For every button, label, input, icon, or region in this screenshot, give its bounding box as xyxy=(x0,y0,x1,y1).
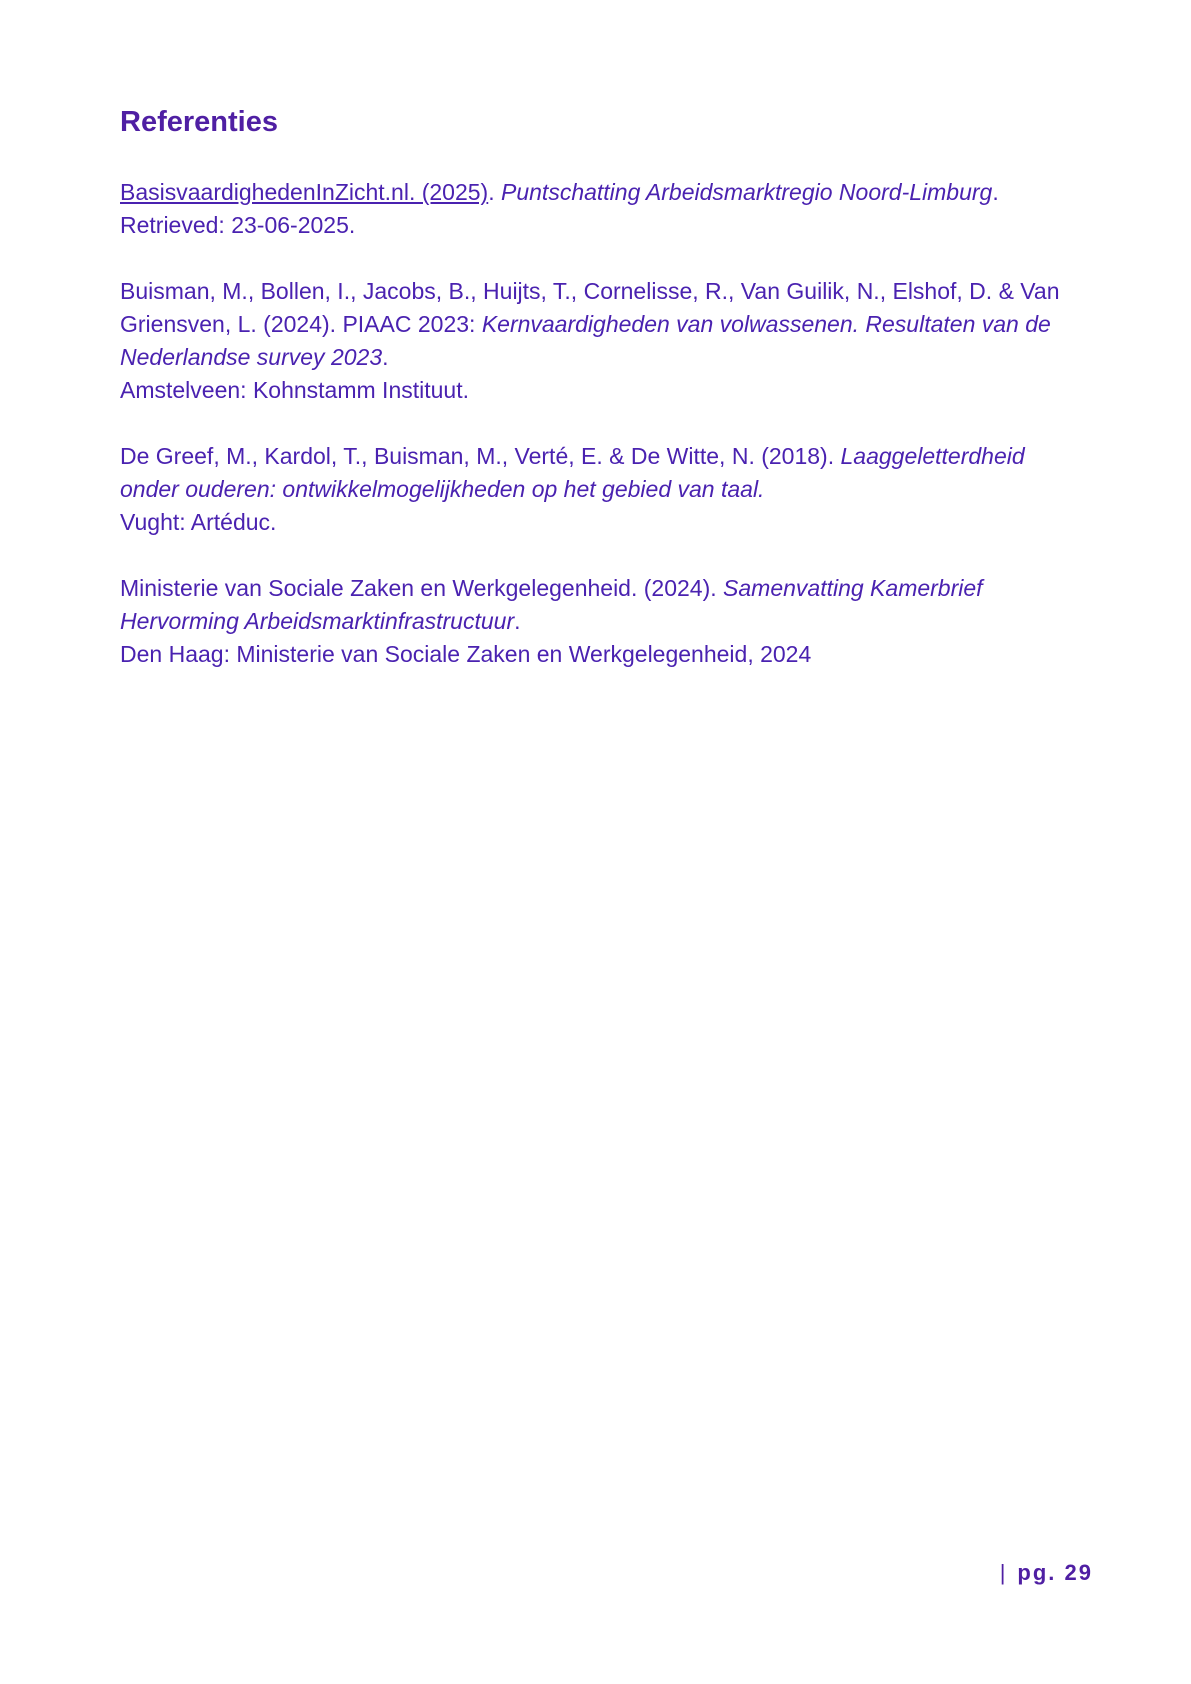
page-footer xyxy=(1000,1560,1093,1586)
reference-authors: Buisman, M., Bollen, I., Jacobs, B., Huijts, T., Cornelisse, R., Van Guilik, N., Elshof, D. & Van Griensven, L. (2024). PIAAC 2023: xyxy=(120,278,1060,337)
reference-citation xyxy=(120,572,1080,638)
reference-publisher: Vught: Artéduc. xyxy=(120,509,277,535)
reference-citation xyxy=(120,440,1080,506)
reference-punctuation: . xyxy=(992,179,999,205)
reference-item xyxy=(120,440,1080,539)
reference-retrieved: Retrieved: 23-06-2025. xyxy=(120,212,356,238)
reference-item xyxy=(120,572,1080,671)
reference-citation xyxy=(120,176,1080,209)
reference-publisher: Den Haag: Ministerie van Sociale Zaken en Werkgelegenheid, 2024 xyxy=(120,641,812,667)
reference-punctuation: . xyxy=(514,608,521,634)
reference-title: Laaggeletterdheid onder ouderen: ontwikkelmogelijkheden op het gebied van taal. xyxy=(120,443,1025,502)
page-number: pg. 29 xyxy=(1017,1560,1093,1585)
reference-punctuation: . xyxy=(382,344,389,370)
footer-separator: | xyxy=(999,1560,1008,1585)
reference-punctuation: . xyxy=(488,179,501,205)
reference-item xyxy=(120,176,1080,242)
reference-title: Samenvatting Kamerbrief Hervorming Arbeidsmarktinfrastructuur xyxy=(120,575,983,634)
reference-list xyxy=(120,176,1080,704)
reference-authors: De Greef, M., Kardol, T., Buisman, M., Verté, E. & De Witte, N. (2018). xyxy=(120,443,841,469)
reference-authors: Ministerie van Sociale Zaken en Werkgelegenheid. (2024). xyxy=(120,575,724,601)
reference-publisher: Amstelveen: Kohnstamm Instituut. xyxy=(120,377,469,403)
reference-title: Kernvaardigheden van volwassenen. Resultaten van de Nederlandse survey 2023 xyxy=(120,311,1051,370)
reference-citation xyxy=(120,275,1080,374)
reference-link[interactable]: BasisvaardighedenInZicht.nl. (2025) xyxy=(120,179,489,205)
reference-title: Puntschatting Arbeidsmarktregio Noord-Limburg xyxy=(501,179,993,205)
reference-item xyxy=(120,275,1080,407)
page-heading: Referenties xyxy=(120,106,278,138)
